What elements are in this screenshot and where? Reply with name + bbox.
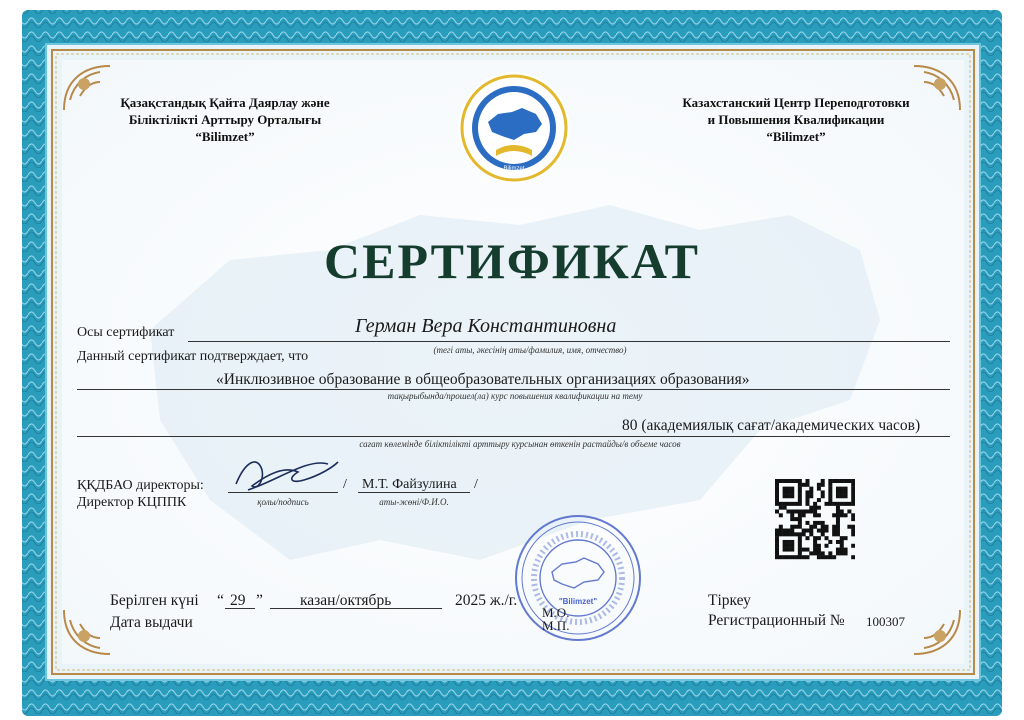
mp-label — [542, 606, 569, 632]
hours-text: 80 (академиялық сағат/академических часов) — [622, 417, 921, 434]
issue-day: 29 — [230, 592, 246, 609]
header-right — [666, 94, 926, 145]
header-right-line-3: “Bilimzet” — [766, 129, 826, 144]
header-right-line-1: Казахстанский Центр Переподготовки — [682, 95, 910, 110]
issue-label-kz: Берілген күні — [110, 592, 199, 609]
mp-label-kz: М.О. — [542, 605, 570, 620]
issue-quote-open: “ — [217, 592, 224, 609]
issue-label-ru: Дата выдачи — [110, 614, 193, 631]
hours-underline — [77, 436, 950, 437]
mp-label-ru: М.П. — [542, 618, 570, 633]
director-name-hint: аты-жөні/Ф.И.О. — [379, 497, 449, 507]
director-slash-1: / — [343, 477, 347, 492]
issue-month-underline — [270, 608, 442, 609]
recipient-underline — [188, 341, 950, 342]
director-signature — [228, 450, 344, 498]
confirm-text: Данный сертификат подтверждает, что — [77, 349, 309, 364]
header-right-line-2: и Повышения Квалификации — [707, 112, 885, 127]
stamp-center-text: "Bilimzet" — [558, 597, 598, 606]
issue-month: казан/октябрь — [300, 592, 392, 609]
director-name-underline — [358, 492, 470, 493]
qr-code — [775, 479, 855, 561]
recipient-name: Герман Вера Константиновна — [355, 315, 617, 337]
registration-number: 100307 — [866, 614, 905, 629]
course-hint: тақырыбында/прошел(ла) курс повышения квалификации на тему — [387, 391, 643, 401]
recipient-label: Осы сертификат — [77, 325, 175, 340]
issue-day-underline — [225, 608, 255, 609]
registration-label-ru: Регистрационный № — [708, 612, 845, 629]
issue-year: 2025 ж./г. — [455, 592, 518, 609]
director-label-kz: ҚҚДБАО директоры: — [77, 478, 204, 493]
director-label-ru: Директор КЦППК — [77, 495, 187, 510]
signature-hint: қолы/подпись — [257, 497, 309, 507]
registration-label-kz: Тіркеу — [708, 592, 751, 609]
hours-hint: сағат көлемінде біліктілікті арттыру курсынан өткенін растайды/в объеме часов — [359, 439, 681, 449]
header-left-line-3: “Bilimzet” — [195, 129, 255, 144]
director-name: М.Т. Файзулина — [362, 477, 457, 492]
logo-label: Bilimzet — [503, 166, 525, 172]
organization-stamp — [512, 512, 644, 644]
issue-quote-close: ” — [256, 592, 263, 609]
header-left-line-1: Қазақстандық Қайта Даярлау және — [120, 95, 330, 110]
course-title: «Инклюзивное образование в общеобразовательных организациях образования» — [216, 371, 750, 388]
director-slash-2: / — [474, 477, 478, 492]
certificate-title: СЕРТИФИКАТ — [323, 233, 700, 289]
bilimzet-logo — [456, 70, 572, 186]
header-left-line-2: Біліктілікті Арттыру Орталығы — [128, 112, 322, 127]
course-underline — [77, 389, 950, 390]
recipient-name-hint: (тегі аты, әкесінің аты/фамилия, имя, отчество) — [433, 345, 627, 355]
header-left — [100, 94, 350, 145]
